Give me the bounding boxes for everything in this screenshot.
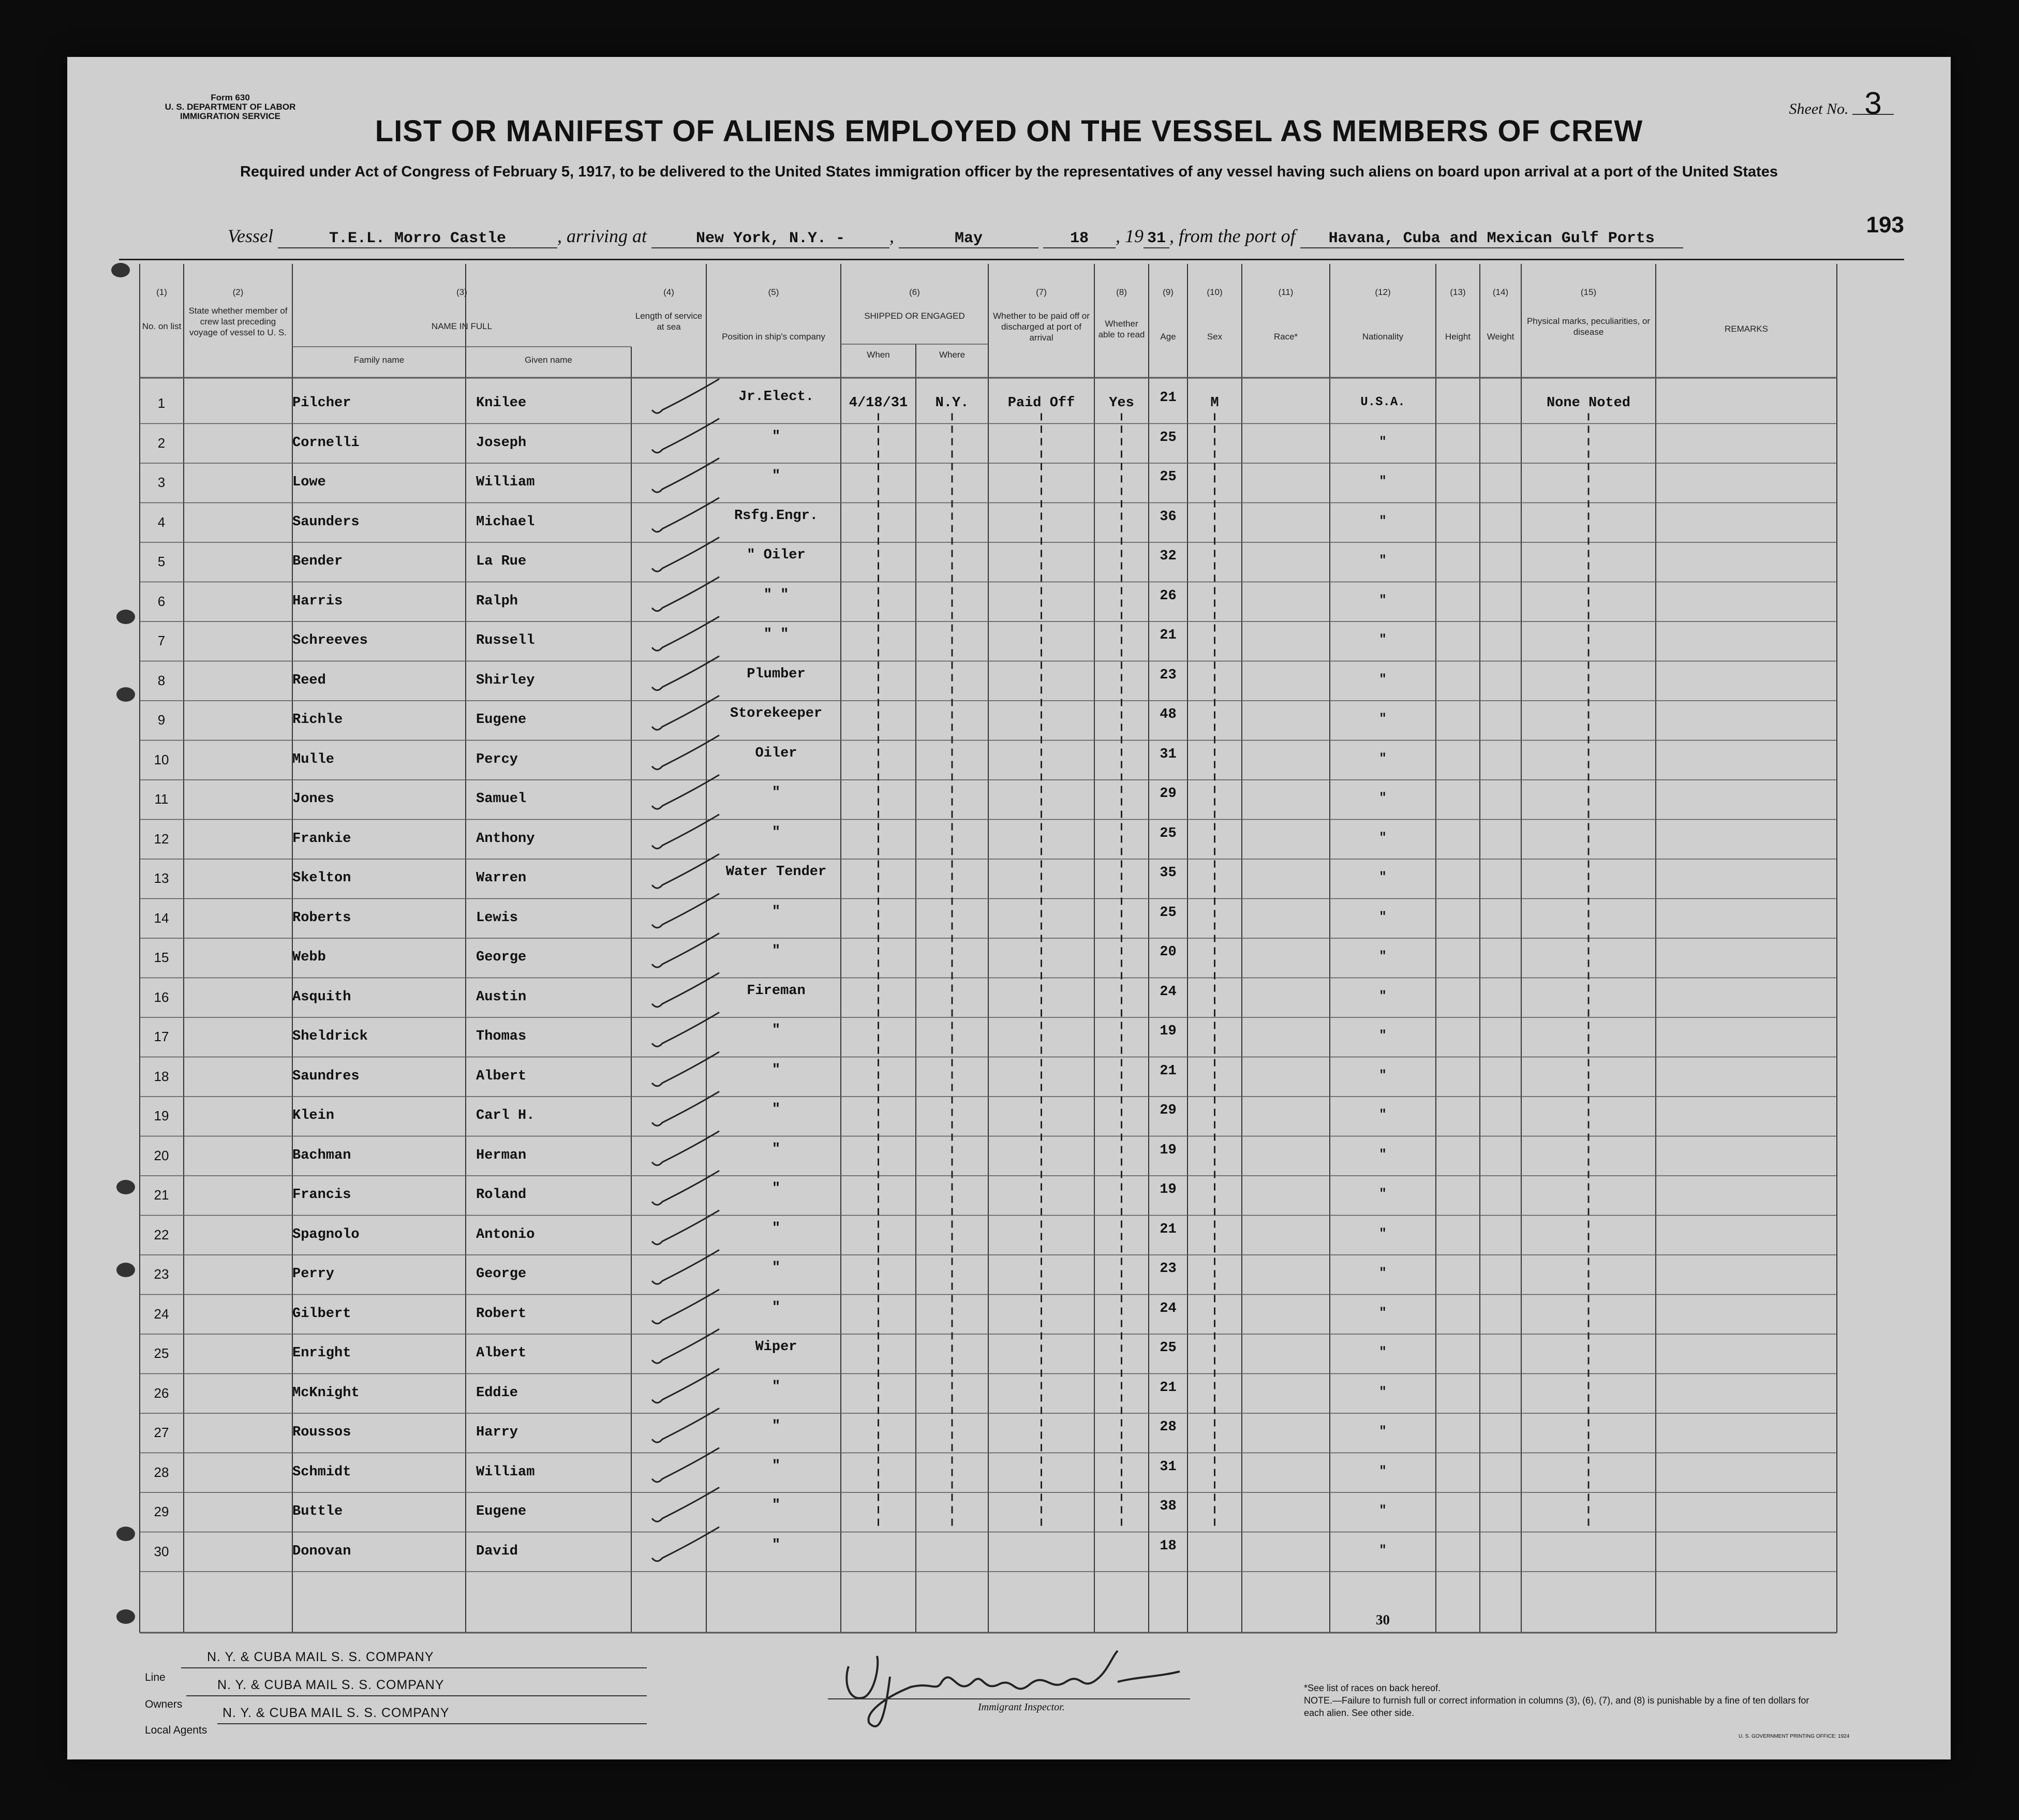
check-mark (652, 379, 719, 413)
age: 19 (1160, 1182, 1177, 1197)
header-paid-off: Whether to be paid off or discharged at port of arrival (993, 311, 1090, 343)
given-name: Warren (476, 870, 527, 886)
position: " (771, 1181, 781, 1196)
line-label: Line (145, 1671, 166, 1683)
given-name: Michael (476, 514, 535, 530)
vessel-label: Vessel (228, 226, 273, 246)
row-number: 20 (154, 1147, 169, 1163)
family-name: Donovan (292, 1543, 351, 1559)
row-number: 10 (154, 751, 169, 767)
given-name: Joseph (476, 435, 527, 451)
position: " (771, 1537, 781, 1553)
column-number: (8) (1116, 287, 1127, 297)
column-number: (13) (1450, 287, 1466, 297)
given-name: Thomas (476, 1029, 527, 1044)
position: Wiper (755, 1339, 797, 1355)
nationality: " (1379, 1029, 1387, 1043)
given-name: Eugene (476, 1504, 527, 1519)
position: " (771, 1498, 781, 1513)
header-physical: Physical marks, peculiarities, or disease (1526, 316, 1651, 337)
family-name: Pilcher (292, 395, 351, 411)
given-name: William (476, 475, 535, 490)
nationality: " (1379, 1464, 1387, 1478)
total-note: 30 (1376, 1612, 1390, 1627)
header-remarks: REMARKS (1724, 324, 1769, 334)
given-name: Eugene (476, 712, 527, 728)
shipped-where: N.Y. (935, 395, 969, 411)
row-number: 4 (157, 514, 166, 530)
family-name: Jones (292, 791, 335, 807)
given-name: Antonio (476, 1226, 535, 1242)
header-nationality: Nationality (1362, 332, 1404, 342)
row-number: 29 (154, 1504, 169, 1519)
nationality: " (1379, 712, 1387, 726)
age: 36 (1160, 509, 1177, 525)
position: Rsfg.Engr. (734, 508, 819, 524)
age: 29 (1160, 786, 1177, 802)
header-family-name: Family name (353, 355, 405, 365)
given-name: William (476, 1464, 535, 1480)
position: " (771, 904, 781, 920)
page-number: 193 (1866, 212, 1904, 238)
family-name: McKnight (292, 1385, 360, 1401)
punch-hole (116, 687, 135, 702)
age: 38 (1160, 1499, 1177, 1514)
day-value: 18 (1043, 230, 1116, 248)
department: U. S. DEPARTMENT OF LABOR (165, 102, 296, 112)
nationality: " (1379, 910, 1387, 924)
race-note: *See list of races on back hereof. (1304, 1683, 1441, 1693)
position: " (771, 1379, 781, 1395)
position: " (771, 1062, 781, 1078)
nationality: " (1379, 1068, 1387, 1083)
row-number: 21 (154, 1187, 169, 1203)
nationality: " (1379, 514, 1387, 528)
row-number: 15 (154, 950, 169, 965)
footnotes (1304, 1682, 1821, 1719)
nationality: " (1379, 831, 1387, 845)
position: " " (763, 587, 789, 603)
nationality: " (1379, 633, 1387, 647)
age: 19 (1160, 1142, 1177, 1158)
given-name: Lewis (476, 910, 518, 926)
owners-company: N. Y. & CUBA MAIL S. S. COMPANY (217, 1678, 444, 1692)
month-value: May (899, 230, 1038, 248)
agents-rule (217, 1723, 647, 1724)
family-name: Skelton (292, 870, 351, 886)
position: " (771, 428, 781, 445)
age: 18 (1160, 1538, 1177, 1554)
punch-hole (116, 610, 135, 624)
age: 20 (1160, 944, 1177, 960)
family-name: Frankie (292, 831, 351, 847)
agents-company: N. Y. & CUBA MAIL S. S. COMPANY (222, 1706, 450, 1720)
given-name: Austin (476, 989, 527, 1005)
age: 31 (1160, 746, 1177, 762)
header-age: Age (1160, 332, 1176, 342)
column-number: (7) (1036, 287, 1047, 297)
punch-hole (111, 263, 130, 277)
age: 21 (1160, 628, 1177, 643)
age: 25 (1160, 430, 1177, 446)
form-number: Form 630 (211, 93, 250, 102)
age: 26 (1160, 588, 1177, 604)
from-label: , from the port of (1169, 226, 1296, 246)
nationality: " (1379, 1543, 1387, 1558)
column-number: (14) (1492, 287, 1509, 297)
owners-label: Owners (145, 1698, 183, 1710)
family-name: Harris (292, 593, 343, 609)
nationality: " (1379, 1345, 1387, 1359)
arriving-value: New York, N.Y. - (651, 230, 889, 248)
age: 48 (1160, 707, 1177, 722)
given-name: Shirley (476, 672, 535, 688)
nationality: " (1379, 989, 1387, 1003)
family-name: Klein (292, 1108, 335, 1123)
family-name: Richle (292, 712, 343, 728)
sex: M (1210, 395, 1219, 411)
column-number: (10) (1207, 287, 1223, 297)
given-name: Eddie (476, 1385, 518, 1401)
age: 32 (1160, 549, 1177, 564)
nationality: " (1379, 1266, 1387, 1280)
row-number: 3 (157, 475, 166, 490)
row-number: 26 (154, 1385, 169, 1401)
nationality: " (1379, 1147, 1387, 1162)
row-number: 17 (154, 1029, 169, 1044)
row-number: 30 (154, 1543, 169, 1559)
paid-off: Paid Off (1007, 395, 1075, 411)
row-number: 22 (154, 1226, 169, 1242)
given-name: George (476, 1266, 527, 1282)
vessel-value: T.E.L. Morro Castle (278, 230, 557, 248)
page-title: LIST OR MANIFEST OF ALIENS EMPLOYED ON THE VESSEL AS MEMBERS OF CREW (375, 114, 1643, 148)
family-name: Reed (292, 672, 326, 688)
row-number: 14 (154, 910, 169, 926)
column-number: (1) (156, 287, 167, 297)
column-number: (5) (768, 287, 779, 297)
column-number: (6) (909, 287, 920, 297)
age: 23 (1160, 1261, 1177, 1277)
family-name: Perry (292, 1266, 335, 1282)
age: 25 (1160, 825, 1177, 841)
position: " Oiler (747, 548, 806, 563)
given-name: Samuel (476, 791, 527, 807)
column-number: (9) (1163, 287, 1174, 297)
age: 35 (1160, 865, 1177, 881)
owners-rule (186, 1695, 647, 1696)
nationality: " (1379, 672, 1387, 687)
family-name: Buttle (292, 1504, 343, 1519)
age: 31 (1160, 1459, 1177, 1475)
age: 19 (1160, 1024, 1177, 1039)
nationality: " (1379, 950, 1387, 964)
position: " (771, 1023, 781, 1038)
header-height: Height (1445, 332, 1471, 342)
row-number: 28 (154, 1464, 169, 1480)
header-weight: Weight (1487, 332, 1515, 342)
family-name: Bender (292, 554, 343, 569)
header-position: Position in ship's company (722, 332, 825, 342)
family-name: Bachman (292, 1147, 351, 1163)
given-name: Knilee (476, 395, 527, 411)
row-number: 9 (157, 712, 166, 728)
nationality: " (1379, 1226, 1387, 1241)
row-number: 23 (154, 1266, 169, 1282)
row-number: 2 (157, 435, 166, 451)
punch-hole (116, 1609, 135, 1624)
position: Plumber (747, 666, 806, 682)
line-rule (181, 1667, 647, 1668)
position: Jr.Elect. (738, 389, 814, 405)
column-number: (12) (1375, 287, 1391, 297)
family-name: Webb (292, 950, 326, 965)
manifest-sheet (67, 57, 1951, 1759)
position: " (771, 1220, 781, 1236)
row-number: 7 (157, 633, 166, 648)
row-number: 19 (154, 1108, 169, 1123)
row-number: 6 (157, 593, 166, 609)
row-number: 8 (157, 672, 166, 688)
given-name: La Rue (476, 554, 527, 569)
from-port-value: Havana, Cuba and Mexican Gulf Ports (1300, 230, 1683, 248)
row-number: 11 (154, 791, 169, 807)
printing-office: U. S. GOVERNMENT PRINTING OFFICE: 1924 (1739, 1734, 1850, 1739)
family-name: Saunders (292, 514, 360, 530)
row-number: 5 (157, 554, 166, 569)
position: Storekeeper (730, 706, 823, 721)
row-number: 24 (154, 1306, 169, 1322)
family-name: Enright (292, 1345, 351, 1361)
punch-hole (116, 1527, 135, 1541)
nationality: " (1379, 475, 1387, 489)
position: " (771, 824, 781, 840)
given-name: George (476, 950, 527, 965)
age: 24 (1160, 984, 1177, 1000)
nationality: " (1379, 1385, 1387, 1399)
given-name: Robert (476, 1306, 527, 1322)
row-number: 18 (154, 1068, 169, 1084)
shipped-when: 4/18/31 (849, 395, 908, 411)
given-name: Percy (476, 751, 518, 767)
family-name: Roussos (292, 1425, 351, 1440)
sheet-value: 3 (1852, 93, 1894, 115)
header-where: Where (939, 350, 966, 360)
punch-hole (116, 1180, 135, 1194)
family-name: Gilbert (292, 1306, 351, 1322)
age: 21 (1160, 1380, 1177, 1396)
header-when: When (867, 350, 890, 360)
header-given-name: Given name (525, 355, 572, 365)
fine-note: NOTE.—Failure to furnish full or correct information in columns (3), (6), (7), and (8) is punishable by a fine of ten dollars for each alien. See other side. (1304, 1695, 1809, 1718)
column-number: (4) (663, 287, 674, 297)
nationality: " (1379, 751, 1387, 766)
arriving-label: , arriving at (557, 226, 647, 246)
family-name: Roberts (292, 910, 351, 926)
row-number: 16 (154, 989, 169, 1005)
service: IMMIGRATION SERVICE (180, 111, 280, 121)
family-name: Schreeves (292, 633, 368, 648)
family-name: Schmidt (292, 1464, 351, 1480)
position: " (771, 1260, 781, 1276)
family-name: Cornelli (292, 435, 360, 451)
given-name: Russell (476, 633, 535, 648)
able-to-read: Yes (1109, 395, 1134, 411)
age: 25 (1160, 905, 1177, 921)
position: " (771, 1102, 781, 1117)
position: " (771, 1418, 781, 1434)
position: Water Tender (725, 864, 827, 880)
nationality: " (1379, 1504, 1387, 1518)
nationality: " (1379, 1306, 1387, 1320)
position: Oiler (755, 745, 797, 761)
family-name: Spagnolo (292, 1226, 360, 1242)
given-name: Albert (476, 1345, 527, 1361)
age: 23 (1160, 667, 1177, 683)
age: 24 (1160, 1300, 1177, 1316)
family-name: Sheldrick (292, 1029, 368, 1044)
header-able-read: Whether able to read (1098, 319, 1145, 339)
header-length-service: Length of service at sea (635, 311, 703, 332)
nationality: " (1379, 1187, 1387, 1201)
inspector-rule (828, 1698, 1190, 1699)
row-number: 25 (154, 1345, 169, 1361)
header-shipped: SHIPPED OR ENGAGED (864, 311, 965, 321)
position: " (771, 1141, 781, 1157)
nationality: " (1379, 1425, 1387, 1439)
inspector-signature (828, 1635, 1221, 1734)
age: 25 (1160, 1340, 1177, 1356)
year-value: 31 (1144, 230, 1169, 248)
family-name: Mulle (292, 751, 335, 767)
given-name: Roland (476, 1187, 527, 1203)
given-name: Harry (476, 1425, 518, 1440)
nationality: " (1379, 791, 1387, 805)
header-race: Race* (1273, 332, 1298, 342)
row-number: 27 (154, 1425, 169, 1440)
position: " (771, 943, 781, 959)
row-number: 13 (154, 870, 169, 886)
page-subtitle: Required under Act of Congress of February 5, 1917, to be delivered to the United States immigration officer by the representatives of any vessel having such aliens on board upon arrival at a port of the United States (240, 164, 1778, 180)
given-name: David (476, 1543, 518, 1559)
nationality: " (1379, 554, 1387, 568)
age: 21 (1160, 1063, 1177, 1079)
year-prefix: , 19 (1116, 226, 1144, 246)
position: " (771, 785, 781, 801)
column-number: (11) (1278, 287, 1294, 297)
line-company: N. Y. & CUBA MAIL S. S. COMPANY (207, 1650, 434, 1664)
nationality: " (1379, 435, 1387, 449)
header-no-on-list: No. on list (142, 321, 182, 331)
age: 29 (1160, 1103, 1177, 1118)
row-number: 1 (157, 395, 166, 411)
family-name: Francis (292, 1187, 351, 1203)
date-separator: , (889, 226, 894, 246)
family-name: Asquith (292, 989, 351, 1005)
given-name: Carl H. (476, 1108, 535, 1123)
age: 21 (1160, 1221, 1177, 1237)
nationality: " (1379, 593, 1387, 608)
position: " " (763, 627, 789, 642)
header-state-whether: State whether member of crew last preceding voyage of vessel to U. S. (188, 306, 288, 337)
given-name: Anthony (476, 831, 535, 847)
column-number: (15) (1580, 287, 1597, 297)
inspector-label: Immigrant Inspector. (978, 1701, 1065, 1713)
agents-label: Local Agents (145, 1724, 207, 1736)
age: 28 (1160, 1419, 1177, 1435)
sheet-label: Sheet No. (1789, 100, 1849, 117)
position: Fireman (747, 983, 806, 999)
position: " (771, 468, 781, 484)
family-name: Lowe (292, 475, 326, 490)
family-name: Saundres (292, 1068, 360, 1084)
given-name: Albert (476, 1068, 527, 1084)
row-number: 12 (154, 831, 169, 847)
punch-hole (116, 1263, 135, 1277)
position: " (771, 1299, 781, 1315)
age: 25 (1160, 469, 1177, 485)
nationality: " (1379, 1108, 1387, 1122)
nationality: U.S.A. (1360, 395, 1405, 409)
given-name: Ralph (476, 593, 518, 609)
given-name: Herman (476, 1147, 527, 1163)
header-sex: Sex (1207, 332, 1223, 342)
column-number: (2) (232, 287, 244, 297)
position: " (771, 1458, 781, 1474)
age: 21 (1160, 390, 1177, 406)
header-name-in-full: NAME IN FULL (431, 321, 493, 331)
physical-marks: None Noted (1546, 395, 1631, 411)
column-number: (3) (456, 287, 467, 297)
nationality: " (1379, 870, 1387, 884)
